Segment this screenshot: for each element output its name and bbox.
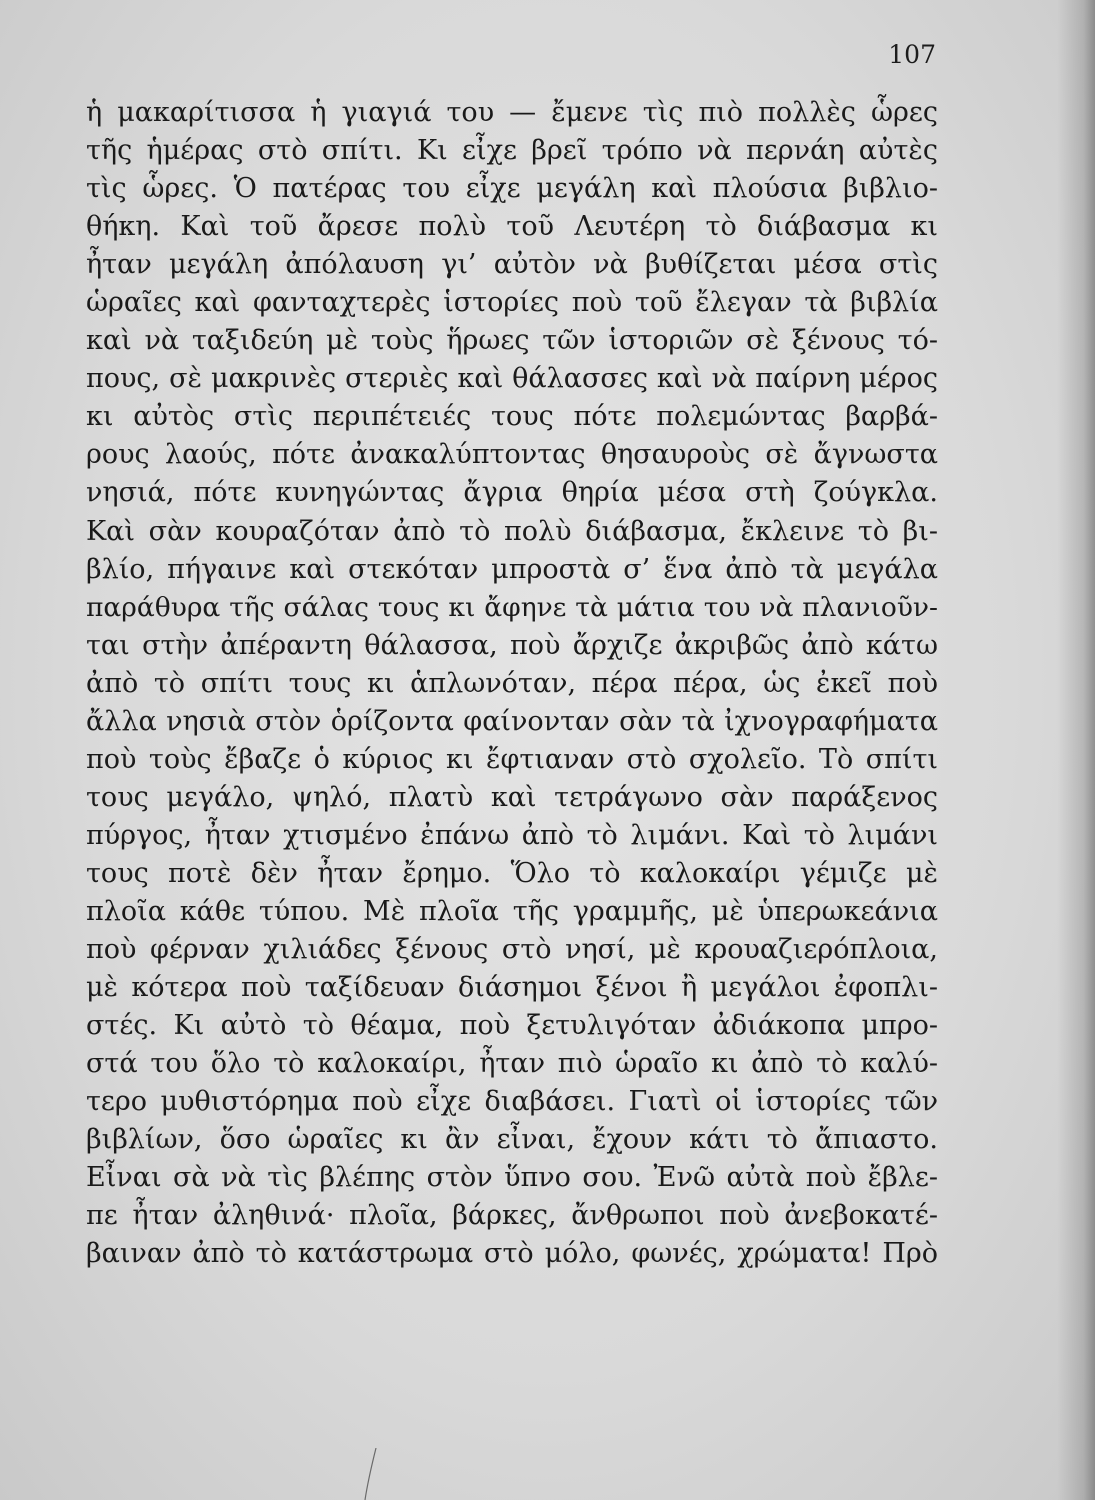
text-line: ὡραῖες καὶ φανταχτερὲς ἱστορίες ποὺ τοῦ ἔλεγαν τὰ βιβλία: [86, 287, 938, 319]
text-line: τερο μυθιστόρημα ποὺ εἶχε διαβάσει. Γιατὶ οἱ ἱστορίες τῶν: [86, 1086, 938, 1118]
text-line: ἡ μακαρίτισσα ἡ γιαγιά του — ἔμενε τὶς πιὸ πολλὲς ὧρες: [86, 97, 938, 128]
text-line: τους ποτὲ δὲν ἦταν ἔρημο. Ὅλο τὸ καλοκαίρι γέμιζε μὲ: [86, 857, 938, 889]
text-line: βαιναν ἀπὸ τὸ κατάστρωμα στὸ μόλο, φωνές, χρώματα! Πρὸ: [86, 1238, 938, 1270]
text-line: παράθυρα τῆς σάλας τους κι ἄφηνε τὰ μάτια του νὰ πλανιοῦν-: [86, 591, 938, 623]
text-line: τὶς ὧρες. Ὁ πατέρας του εἶχε μεγάλη καὶ πλούσια βιβλιο-: [86, 173, 938, 205]
text-line: ἄλλα νησιὰ στὸν ὁρίζοντα φαίνονταν σὰν τὰ ἰχνογραφήματα: [86, 705, 938, 737]
text-line: ἦταν μεγάλη ἀπόλαυση γι’ αὐτὸν νὰ βυθίζεται μέσα στὶς: [86, 249, 938, 281]
text-line: ρους λαούς, πότε ἀνακαλύπτοντας θησαυροὺς σὲ ἄγνωστα: [86, 439, 938, 471]
text-line: πους, σὲ μακρινὲς στεριὲς καὶ θάλασσες καὶ νὰ παίρνη μέρος: [86, 363, 938, 395]
text-line: νησιά, πότε κυνηγώντας ἄγρια θηρία μέσα στὴ ζούγκλα.: [86, 477, 938, 509]
text-line: Εἶναι σὰ νὰ τὶς βλέπης στὸν ὕπνο σου. Ἐνῶ αὐτὰ ποὺ ἔβλε-: [86, 1162, 938, 1194]
text-line: ἀπὸ τὸ σπίτι τους κι ἁπλωνόταν, πέρα πέρα, ὡς ἐκεῖ ποὺ: [86, 667, 938, 699]
text-line: στές. Κι αὐτὸ τὸ θέαμα, ποὺ ξετυλιγόταν ἀδιάκοπα μπρο-: [86, 1010, 938, 1042]
text-line: ποὺ τοὺς ἔβαζε ὁ κύριος κι ἔφτιαναν στὸ σχολεῖο. Τὸ σπίτι: [86, 743, 938, 775]
page-number: 107: [888, 40, 936, 69]
text-line: τους μεγάλο, ψηλό, πλατὺ καὶ τετράγωνο σὰν παράξενος: [86, 781, 938, 813]
text-line: πύργος, ἦταν χτισμένο ἐπάνω ἀπὸ τὸ λιμάνι. Καὶ τὸ λιμάνι: [86, 819, 938, 851]
text-line: στά του ὅλο τὸ καλοκαίρι, ἦταν πιὸ ὡραῖο κι ἀπὸ τὸ καλύ-: [86, 1048, 938, 1080]
text-line: θήκη. Καὶ τοῦ ἄρεσε πολὺ τοῦ Λευτέρη τὸ διάβασμα κι: [86, 211, 938, 243]
text-line: πε ἦταν ἀληθινά· πλοῖα, βάρκες, ἄνθρωποι ποὺ ἀνεβοκατέ-: [86, 1200, 938, 1232]
text-line: Καὶ σὰν κουραζόταν ἀπὸ τὸ πολὺ διάβασμα, ἔκλεινε τὸ βι-: [86, 515, 938, 547]
text-line: κι αὐτὸς στὶς περιπέτειές τους πότε πολεμώντας βαρβά-: [86, 401, 938, 433]
text-line: καὶ νὰ ταξιδεύη μὲ τοὺς ἥρωες τῶν ἱστοριῶν σὲ ξένους τό-: [86, 325, 938, 357]
text-line: ται στὴν ἀπέραντη θάλασσα, ποὺ ἄρχιζε ἀκριβῶς ἀπὸ κάτω: [86, 629, 938, 661]
pencil-stroke-mark: [362, 1448, 382, 1500]
text-line: πλοῖα κάθε τύπου. Μὲ πλοῖα τῆς γραμμῆς, μὲ ὑπερωκεάνια: [86, 895, 938, 927]
text-line: βλίο, πήγαινε καὶ στεκόταν μπροστὰ σ’ ἕνα ἀπὸ τὰ μεγάλα: [86, 553, 938, 585]
text-line: βιβλίων, ὅσο ὡραῖες κι ἂν εἶναι, ἔχουν κάτι τὸ ἄπιαστο.: [86, 1124, 938, 1156]
text-line: μὲ κότερα ποὺ ταξίδευαν διάσημοι ξένοι ἢ μεγάλοι ἐφοπλι-: [86, 972, 938, 1004]
body-text: [86, 94, 938, 1273]
page-edge-shadow: [1057, 0, 1095, 1500]
text-line: ποὺ φέρναν χιλιάδες ξένους στὸ νησί, μὲ κρουαζιερόπλοια,: [86, 934, 938, 966]
text-line: τῆς ἡμέρας στὸ σπίτι. Κι εἶχε βρεῖ τρόπο νὰ περνάη αὐτὲς: [86, 135, 938, 167]
